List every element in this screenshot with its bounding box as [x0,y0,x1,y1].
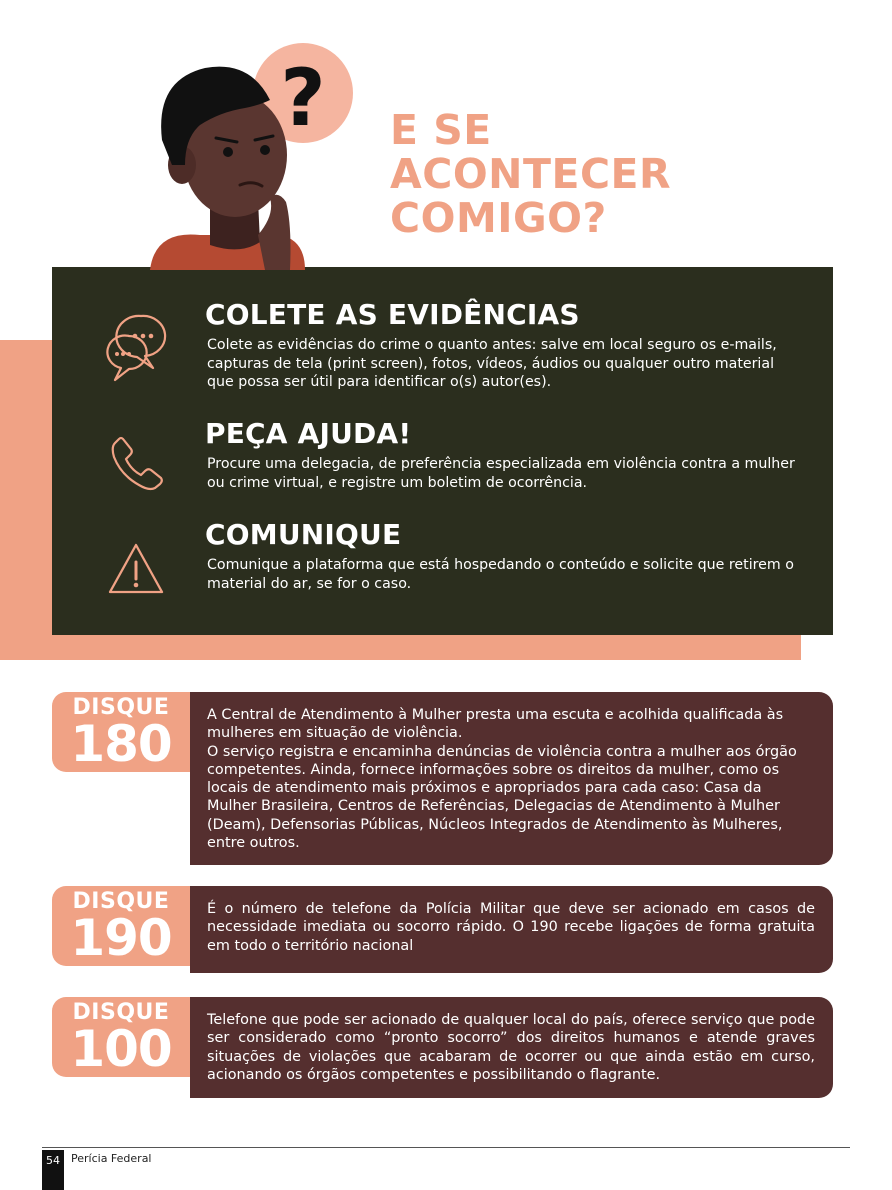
section-text: Comunique a plataforma que está hospedando o conteúdo e solicite que retirem o material do ar, se for o caso. [207,557,794,592]
hotline-number: 180 [70,715,172,773]
footer-divider [42,1147,850,1148]
hotline-label-word: DISQUE [72,695,170,720]
phone-icon [109,435,165,491]
question-mark-icon: ? [280,54,326,144]
page-number: 54 [42,1150,64,1190]
section-heading: COMUNIQUE [205,518,402,551]
section-heading: COLETE AS EVIDÊNCIAS [205,298,580,331]
hotline-number: 100 [70,1020,172,1078]
chat-bubbles-icon [103,312,167,386]
section-ask-help [205,417,805,492]
hotline-description-100: Telefone que pode ser acionado de qualquer local do país, oferece serviço que pode ser considerado como “pronto socorro” dos direitos humanos e atende graves situações de violações que acabaram de ocorrer ou que ainda estão em curso, acionando os órgãos competentes e possibilitando o flagrante. [190,997,833,1098]
section-communicate [205,518,805,593]
publication-name: Perícia Federal [71,1152,152,1165]
section-text: Colete as evidências do crime o quanto antes: salve em local seguro os e-mails, capturas de tela (print screen), fotos, vídeos, áudios ou qualquer outro material que possa ser útil para identificar o(s) autor(es). [207,337,777,390]
section-text: Procure uma delegacia, de preferência especializada em violência contra a mulher ou crime virtual, e registre um boletim de ocorrência. [207,456,795,491]
hotline-label-word: DISQUE [72,889,170,914]
thinking-person-illustration [140,30,380,270]
title-line: E SE [390,106,492,154]
hotline-number: 190 [70,909,172,967]
hotline-description-190: É o número de telefone da Polícia Militar que deve ser acionado em casos de necessidade imediata ou socorro rápido. O 190 recebe ligações de forma gratuita em todo o território nacional [190,886,833,973]
hotline-label-180 [52,692,190,772]
hotline-description-180: A Central de Atendimento à Mulher presta uma escuta e acolhida qualificada às mulheres em situação de violência. O serviço registra e encaminha denúncias de violência contra a mulher aos órgão competentes. Ainda, fornece informações sobre os direitos da mulher, como os locais de atendimento mais próximos e apropriados para cada caso: Casa da Mulher Brasileira, Centros de Referências, Delegacias de Atendimento à Mulher (Deam), Defensorias Públicas, Núcleos Integrados de Atendimento às Mulheres, entre outros. [190,692,833,865]
title-line: COMIGO? [390,194,607,242]
section-collect-evidence [205,298,805,392]
page-title [390,108,671,240]
section-heading: PEÇA AJUDA! [205,417,412,450]
warning-icon [107,542,165,596]
hotline-label-word: DISQUE [72,1000,170,1025]
hotline-label-100 [52,997,190,1077]
hotline-label-190 [52,886,190,966]
title-line: ACONTECER [390,150,672,198]
